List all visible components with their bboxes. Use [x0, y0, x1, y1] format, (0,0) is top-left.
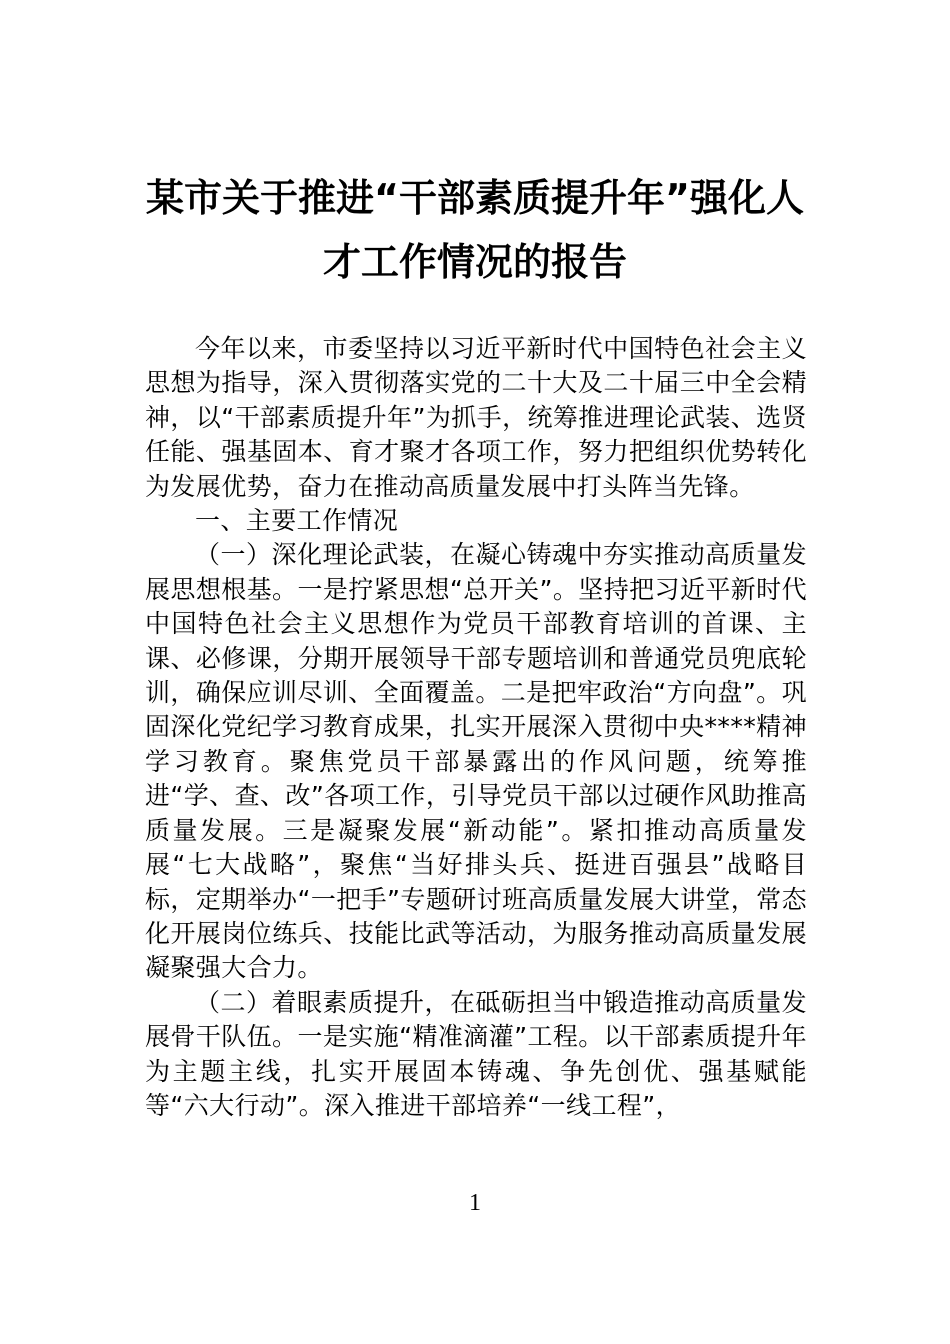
- paragraph-quality-improvement: （二）着眼素质提升，在砥砺担当中锻造推动高质量发展骨干队伍。一是实施“精准滴灌”工程。以干部素质提升年为主题主线，扎实开展固本铸魂、争先创优、强基赋能等“六大行动”。深入推进干部培养“一线工程”，: [145, 987, 807, 1120]
- document-body: [145, 332, 807, 1123]
- page-number: 1: [469, 1190, 481, 1216]
- intro-paragraph: 今年以来，市委坚持以习近平新时代中国特色社会主义思想为指导，深入贯彻落实党的二十大及二十届三中全会精神，以“干部素质提升年”为抓手，统筹推进理论武装、选贤任能、强基固本、育才聚才各项工作，努力把组织优势转化为发展优势，奋力在推动高质量发展中打头阵当先锋。: [145, 334, 807, 501]
- title-line-1: 某市关于推进“干部素质提升年”强化人: [146, 176, 804, 220]
- title-line-2: 才工作情况的报告: [322, 240, 627, 284]
- paragraph-theory-armament: （一）深化理论武装，在凝心铸魂中夯实推动高质量发展思想根基。一是拧紧思想“总开关”。坚持把习近平新时代中国特色社会主义思想作为党员干部教育培训的首课、主课、必修课，分期开展领导干部专题培训和普通党员兜底轮训，确保应训尽训、全面覆盖。二是把牢政治“方向盘”。巩固深化党纪学习教育成果，扎实开展深入贯彻中央****精神学习教育。聚焦党员干部暴露出的作风问题，统筹推进“学、查、改”各项工作，引导党员干部以过硬作风助推高质量发展。三是凝聚发展“新动能”。紧扣推动高质量发展“七大战略”，聚焦“当好排头兵、挺进百强县”战略目标，定期举办“一把手”专题研讨班高质量发展大讲堂，常态化开展岗位练兵、技能比武等活动，为服务推动高质量发展凝聚强大合力。: [145, 540, 807, 983]
- document-title: [140, 166, 810, 294]
- section-heading-main-work: 一、主要工作情况: [195, 506, 399, 536]
